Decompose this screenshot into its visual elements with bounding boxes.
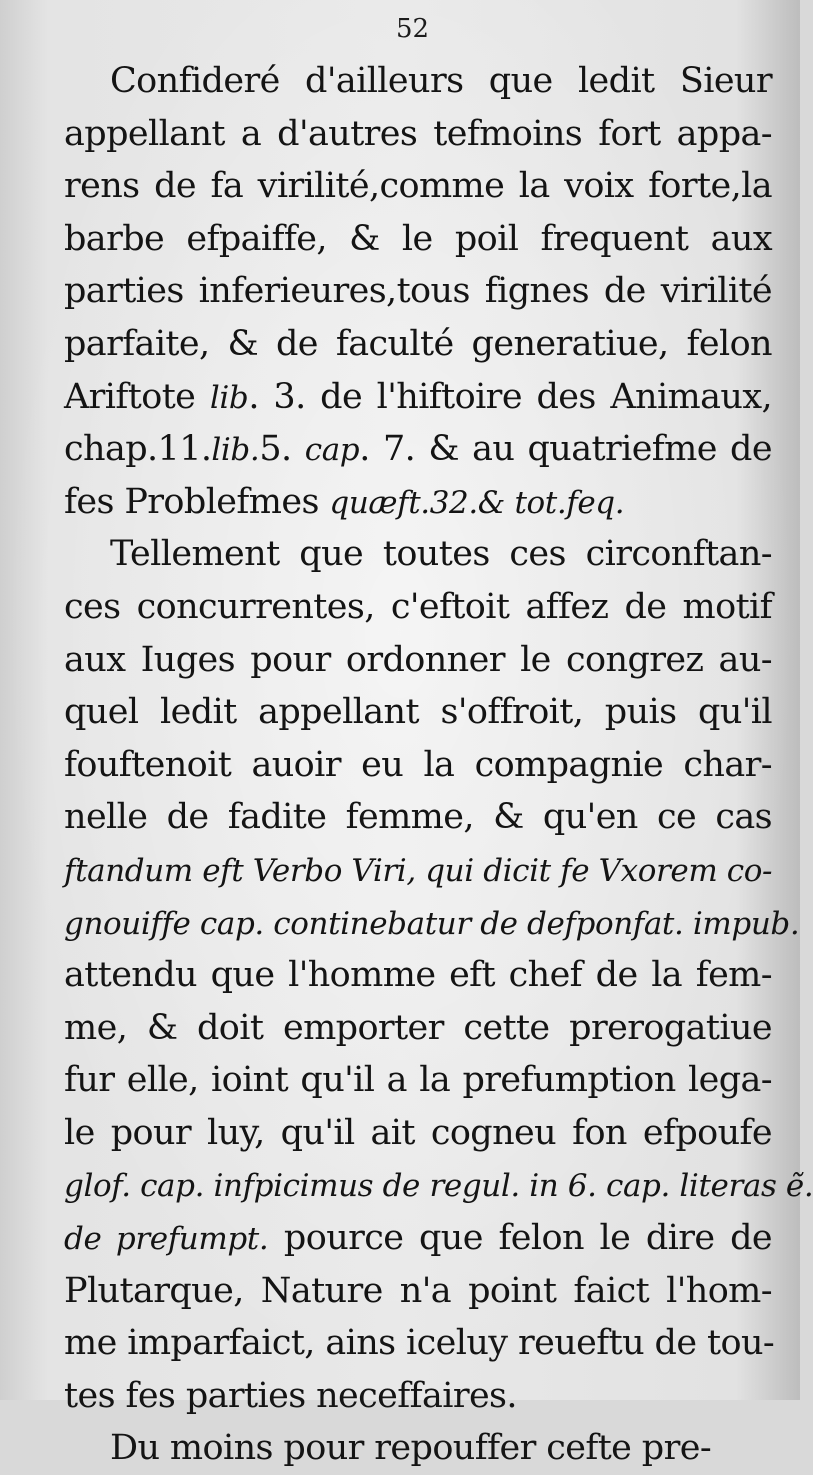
text-line [64,949,772,1002]
text-line [64,634,772,687]
text-line [64,1317,775,1370]
page-number: 52 [396,14,430,44]
text-line [64,265,772,318]
text-line [64,1212,772,1265]
text-line [64,1370,772,1423]
text-line [64,844,772,897]
text-line [64,318,772,371]
italic-citation: de prefumpt. [64,1221,269,1258]
text-line [64,1054,772,1107]
text-line [64,1002,772,1055]
text-run: attendu que l'homme eft chef de la fem- [64,955,772,996]
text-line [64,55,772,108]
italic-citation: lib. [211,432,260,469]
text-line [64,476,772,529]
italic-citation: ftandum eft Verbo Viri, qui dicit fe Vxorem co- [64,852,773,889]
paragraph [64,55,772,528]
text-run: Ariftote [64,376,210,417]
text-line [64,423,772,476]
text-run: Plutarque, Nature n'a point faict l'hom- [64,1270,772,1311]
italic-citation: quæft.32.& tot.feq. [329,484,625,521]
text-line [64,1107,772,1160]
text-line [64,897,800,950]
text-line [64,213,772,266]
italic-citation: gnouiffe cap. continebatur de defponfat. impub. [64,905,800,942]
text-run: le pour luy, qu'il ait cogneu fon efpoufe [64,1112,772,1153]
text-run: chap.11. [64,429,212,470]
text-line [64,371,772,424]
text-run: . 7. & au quatriefme de [359,429,772,470]
text-line [64,1159,813,1212]
text-run: fur elle, ioint qu'il a la prefumption lega- [64,1060,772,1101]
text-run: pource que felon le dire de [268,1218,773,1259]
text-run: aux Iuges pour ordonner le congrez au- [64,639,772,680]
paragraph [64,1422,772,1475]
text-run: rens de fa virilité,comme la voix forte,la [64,166,772,207]
body-text [64,55,813,1475]
text-line [64,739,772,792]
text-run: parties inferieures,tous fignes de virilité [64,271,772,312]
italic-citation: lib [209,379,249,416]
text-line [64,1265,772,1318]
text-run: me imparfaict, ains iceluy reueftu de tou- [64,1323,775,1364]
text-run: fouftenoit auoir eu la compagnie char- [64,744,772,785]
text-line [64,108,772,161]
text-run: 5. [259,429,305,470]
text-run: barbe efpaiffe, & le poil frequent aux [64,218,772,259]
text-run: tes fes parties neceffaires. [64,1375,517,1416]
text-run: ces concurrentes, c'eftoit affez de motif [64,586,772,627]
text-run: . 3. de l'hiftoire des Animaux, [248,376,773,417]
text-run: fes Problefmes [64,481,330,522]
text-run: me, & doit emporter cette prerogatiue [64,1007,772,1048]
text-line [64,528,772,581]
italic-citation: cap [304,432,360,469]
text-line [64,791,772,844]
text-run: nelle de fadite femme, & qu'en ce cas [64,797,772,838]
text-run: parfaite, & de faculté generatiue, felon [64,323,772,364]
text-run: Tellement que toutes ces circonftan- [110,534,772,575]
paragraph [64,528,813,1422]
text-run: quel ledit appellant s'offroit, puis qu'il [64,692,772,733]
text-line [64,160,772,213]
text-line [64,686,772,739]
italic-citation: glof. cap. infpicimus de regul. in 6. cap. literas ẽ. [64,1168,813,1205]
text-line [64,581,772,634]
text-run: Confideré d'ailleurs que ledit Sieur [110,61,772,101]
text-line [64,1422,772,1475]
text-run: appellant a d'autres tefmoins fort appa- [64,113,772,154]
text-run: Du moins pour repouffer cefte pre- [110,1428,712,1469]
